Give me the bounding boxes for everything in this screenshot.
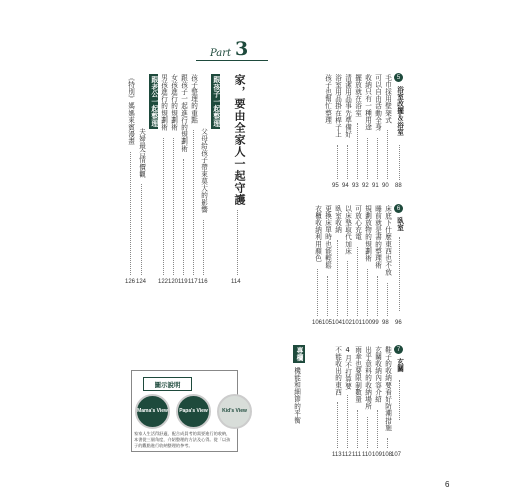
leader-dots — [357, 247, 358, 316]
leader-dots — [203, 220, 204, 275]
leader-dots — [347, 395, 348, 448]
page-number-entry: 105 — [322, 320, 333, 326]
leader-dots — [337, 402, 338, 448]
part-divider — [196, 60, 268, 61]
part-number: 3 — [235, 38, 249, 60]
chapter-title: 玄關 — [395, 358, 404, 373]
leader-dots — [357, 410, 358, 448]
leader-dots — [357, 123, 358, 179]
leader-dots — [377, 410, 378, 448]
leader-dots — [327, 276, 328, 316]
leader-dots — [399, 380, 400, 420]
page-number-entry: 112 — [342, 452, 352, 458]
page-number-entry: 102 — [342, 320, 353, 326]
leader-dots — [387, 283, 388, 316]
chapter-page: 107 — [391, 452, 402, 458]
page-number-entry: 95 — [332, 183, 339, 189]
section-chip: 跟老公一起整理 — [149, 76, 158, 128]
page-number-entry: 117 — [188, 279, 198, 285]
page-number-entry: 104 — [332, 320, 343, 326]
page-number-entry: 98 — [382, 320, 389, 326]
page-number-entry: 111 — [352, 452, 362, 458]
part-title: 家，要由全家人一起守護 — [233, 74, 246, 206]
page-number-entry: 92 — [362, 183, 369, 189]
leader-dots — [367, 138, 368, 179]
page-number-entry: 101 — [352, 320, 363, 326]
page-number-entry: 99 — [372, 320, 379, 326]
page-number-entry: 94 — [342, 183, 349, 189]
page-number-entry: 124 — [136, 279, 147, 285]
chapter-title: 臥室 — [395, 217, 404, 232]
chapter-badge: 7 — [394, 345, 403, 354]
column-chip-text: 機能和細節的平衡 — [292, 367, 301, 424]
page-number-entry: 100 — [362, 320, 373, 326]
chapter-badge: 6 — [394, 204, 403, 213]
page-number-entry: 120 — [168, 279, 179, 285]
papa-view-icon: Papa's View — [176, 394, 211, 429]
toc-entry: 可放心充電 — [353, 205, 362, 241]
page-number: 6 — [445, 480, 450, 489]
page-number-part-title: 114 — [231, 279, 241, 285]
toc-entry: 睡前就是書的整理術 — [373, 205, 382, 269]
leader-dots — [347, 145, 348, 179]
legend-icons — [135, 394, 252, 429]
leader-dots — [367, 269, 368, 316]
leader-dots — [367, 417, 368, 448]
page-number-entry: 116 — [198, 279, 208, 285]
page-number-entry: 119 — [178, 279, 188, 285]
leader-dots — [377, 276, 378, 316]
leader-dots — [347, 261, 348, 316]
page-number-entry: 91 — [372, 183, 379, 189]
leader-dots — [141, 184, 142, 275]
toc-entry: 衣櫃收納利用顏色 — [313, 205, 322, 262]
page-number-entry: 106 — [312, 320, 323, 326]
toc-entry: 可以自由活動全身 — [373, 74, 382, 131]
leader-dots — [337, 240, 338, 316]
leader-dots — [163, 138, 164, 275]
leader-dots — [387, 130, 388, 179]
toc-entry: 毛巾採用壁架式 — [383, 74, 392, 124]
page-number-entry: 122 — [158, 279, 169, 285]
page-number-entry: 126 — [125, 279, 136, 285]
section-chip: 跟孩子一起整理 — [211, 76, 220, 128]
leader-dots — [317, 269, 318, 316]
toc-entry: 不能收出的東西 — [333, 346, 342, 396]
toc-entry: 玄關收納內容介紹 — [373, 346, 382, 403]
page-number-entry: 90 — [382, 183, 389, 189]
toc-entry: 以床墊取代加床 — [343, 205, 352, 255]
toc-entry: 規劃放物的規劃術 — [363, 205, 372, 262]
toc-entry: 臥室收納 — [333, 205, 342, 234]
leader-dots — [387, 438, 388, 448]
leader-dots — [399, 237, 400, 311]
toc-entry: 4月不打算要 — [343, 346, 352, 390]
mama-view-icon: Mama's View — [135, 394, 170, 429]
section-entry: 父母給孩子帶來莫大的影響 — [199, 128, 208, 214]
legend-description: 家家人生活得舒適，配合成員考的需要進行的收納，本書從三個角度，介紹整理的方法及心得。從「以孩子的觀點進行收納整理的參考。 — [134, 431, 231, 449]
leader-dots — [193, 130, 194, 275]
toc-entry: 收納只有一種用途 — [363, 74, 372, 131]
toc-entry: 出乎意料的收納場所 — [363, 346, 372, 410]
leader-dots — [183, 159, 184, 275]
section-entry: 《特別》媽媽來賓漫畫 — [126, 74, 135, 145]
toc-entry: 清潔用品事先準備好 — [343, 74, 352, 138]
leader-dots — [377, 138, 378, 179]
section-entry: 夫婦最合情價觀 — [137, 128, 146, 178]
section-entry: 女孩進行的規劃術 — [169, 74, 178, 131]
section-entry: 跟孩子一起進行的規劃術 — [179, 74, 188, 153]
toc-entry: 浴室用品掛在桿子上 — [333, 74, 342, 138]
chapter-page: 88 — [395, 183, 402, 189]
leader-dots — [130, 152, 131, 275]
toc-entry: 床底下什麼東西也不放 — [383, 205, 392, 276]
toc-entry: 孩子也幫忙整理 — [323, 74, 332, 124]
leader-dots — [173, 138, 174, 275]
chapter-title: 浴室改擺＆浴室 — [395, 86, 404, 136]
page-number-entry: 108 — [382, 452, 393, 458]
leader-dots — [399, 145, 400, 180]
part-label: Part — [210, 48, 232, 59]
toc-entry: 擺放就在浴室 — [353, 74, 362, 117]
column-chip: 專欄 — [295, 347, 303, 361]
chapter-page: 96 — [395, 320, 402, 326]
toc-entry: 更換床單時也能輕鬆 — [323, 205, 332, 269]
section-entry: 孩子整理的重點 — [189, 74, 198, 124]
page-number-entry: 93 — [352, 183, 359, 189]
section-entry: 男孩進行的規劃術 — [159, 74, 168, 131]
leader-dots — [237, 210, 238, 275]
toc-entry: 雨傘也要限制數量 — [353, 346, 362, 403]
leader-dots — [337, 145, 338, 179]
page-number-entry: 113 — [332, 452, 342, 458]
chapter-badge: 5 — [394, 73, 403, 82]
toc-entry: 鞋子的收納要看好防潮措施 — [383, 346, 392, 432]
page-number-entry: 109 — [372, 452, 383, 458]
legend-title: 圖示說明 — [154, 380, 181, 389]
page-number-entry: 110 — [362, 452, 372, 458]
kid-view-icon: Kid's View — [217, 394, 252, 429]
